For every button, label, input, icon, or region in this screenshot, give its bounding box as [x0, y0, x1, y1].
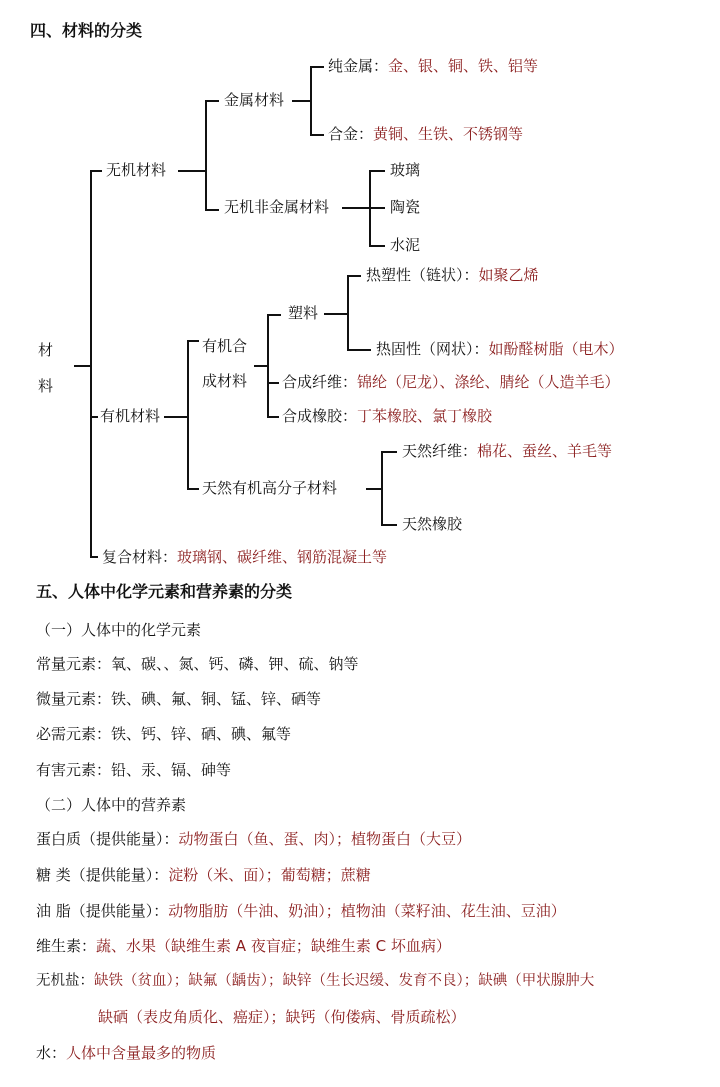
- metal-label: 金属材料: [224, 91, 285, 109]
- composite-name: 复合材料：: [102, 548, 178, 566]
- nutrient-detail: 动物脂肪（牛油、奶油）；植物油（菜籽油、花生油、豆油）: [168, 902, 566, 920]
- synthetic-fiber-name: 合成纤维：: [282, 373, 358, 391]
- subsection-nutrients-title: （二）人体中的营养素: [36, 796, 187, 814]
- natural-fiber-item: [402, 442, 612, 460]
- nutrient-detail: 蔬、水果（缺维生素 A 夜盲症；缺维生素 C 坏血病）: [96, 937, 451, 955]
- nonmetal-item: 陶瓷: [390, 198, 421, 216]
- tree-connector: [381, 451, 383, 526]
- tree-connector: [187, 340, 199, 342]
- natural-polymer-label: 天然有机高分子材料: [202, 479, 338, 497]
- alloy-examples: 黄铜、生铁、不锈钢等: [373, 125, 524, 143]
- tree-connector: [178, 170, 206, 172]
- root-label-line1: 材: [38, 341, 54, 359]
- element-row: [36, 761, 231, 779]
- tree-connector: [310, 66, 324, 68]
- synthetic-fiber-item: [282, 373, 620, 391]
- root-label-line2: 料: [38, 377, 54, 395]
- tree-connector: [369, 245, 385, 247]
- nutrient-name: 无机盐：: [36, 973, 94, 989]
- tree-connector: [90, 416, 98, 418]
- element-category: 有害元素：: [36, 761, 112, 779]
- tree-connector: [267, 314, 269, 418]
- nutrient-name: 糖 类（提供能量）：: [36, 866, 169, 884]
- element-list: 铅、汞、镉、砷等: [111, 761, 232, 779]
- nutrient-name: 维生素：: [36, 937, 97, 955]
- alloy-name: 合金：: [328, 125, 374, 143]
- natural-fiber-examples: 棉花、蚕丝、羊毛等: [477, 442, 613, 460]
- pure-metal-examples: 金、银、铜、铁、铝等: [388, 57, 539, 75]
- natural-fiber-name: 天然纤维：: [402, 442, 478, 460]
- tree-connector: [347, 275, 361, 277]
- element-list: 铁、钙、锌、硒、碘、氟等: [111, 725, 292, 743]
- tree-connector: [267, 314, 281, 316]
- nutrient-detail: 人体中含量最多的物质: [66, 1044, 217, 1062]
- tree-connector: [310, 134, 324, 136]
- nutrient-row: [36, 830, 471, 848]
- nutrient-row: [36, 1044, 216, 1062]
- nutrient-row: [36, 866, 371, 884]
- tree-connector: [90, 170, 92, 558]
- element-list: 氧、碳、、氮、钙、磷、钾、硫、钠等: [111, 655, 359, 673]
- composite-examples: 玻璃钢、碳纤维、钢筋混凝土等: [177, 548, 388, 566]
- nutrient-detail: 缺硒（表皮角质化、癌症）；缺钙（佝偻病、骨质疏松）: [98, 1008, 466, 1026]
- element-row: [36, 655, 359, 673]
- synthetic-label-line1: 有机合: [202, 337, 248, 355]
- tree-connector: [254, 365, 268, 367]
- synthetic-fiber-examples: 锦纶（尼龙）、涤纶、腈纶（人造羊毛）: [357, 373, 620, 391]
- composite-item: [102, 548, 387, 566]
- tree-connector: [267, 416, 279, 418]
- tree-connector: [205, 100, 219, 102]
- element-category: 常量元素：: [36, 655, 112, 673]
- thermoplastic-name: 热塑性（链状）：: [366, 266, 479, 284]
- nutrient-row-continued: [98, 1008, 466, 1026]
- subsection-elements-title: （一）人体中的化学元素: [36, 621, 202, 639]
- natural-rubber-label: 天然橡胶: [402, 515, 463, 533]
- nutrient-name: 蛋白质（提供能量）：: [36, 830, 179, 848]
- section-5-title: 五、人体中化学元素和营养素的分类: [36, 582, 293, 601]
- tree-connector: [324, 313, 348, 315]
- element-category: 必需元素：: [36, 725, 112, 743]
- tree-connector: [205, 100, 207, 211]
- tree-connector: [369, 207, 385, 209]
- tree-connector: [347, 275, 349, 351]
- nutrient-name: 水：: [36, 1044, 67, 1062]
- nutrient-row: [36, 937, 451, 955]
- tree-connector: [369, 170, 385, 172]
- alloy-item: [328, 125, 523, 143]
- section-4-title: 四、材料的分类: [30, 21, 143, 40]
- nonmetal-item: 水泥: [390, 236, 421, 254]
- nutrient-name: 油 脂（提供能量）：: [36, 902, 169, 920]
- nutrient-detail: 淀粉（米、面）；葡萄糖；蔗糖: [168, 866, 371, 884]
- thermoset-name: 热固性（网状）：: [376, 340, 489, 358]
- tree-connector: [205, 209, 219, 211]
- thermoset-item: [376, 340, 624, 358]
- tree-connector: [381, 524, 397, 526]
- pure-metal-item: [328, 57, 538, 75]
- inorganic-label: 无机材料: [106, 161, 167, 179]
- tree-connector: [310, 66, 312, 136]
- pure-metal-name: 纯金属：: [328, 57, 389, 75]
- organic-label: 有机材料: [100, 407, 161, 425]
- tree-connector: [267, 382, 279, 384]
- synthetic-rubber-examples: 丁苯橡胶、氯丁橡胶: [357, 407, 493, 425]
- tree-connector: [90, 170, 102, 172]
- tree-connector: [187, 488, 199, 490]
- thermoset-examples: 如酚醛树脂（电木）: [488, 340, 624, 358]
- synthetic-label-line2: 成材料: [202, 372, 248, 390]
- synthetic-rubber-item: [282, 407, 492, 425]
- element-row: [36, 690, 321, 708]
- thermoplastic-examples: 如聚乙烯: [478, 266, 539, 284]
- plastic-label: 塑料: [288, 304, 319, 322]
- tree-connector: [347, 349, 371, 351]
- nutrient-row: [36, 972, 594, 990]
- nutrient-row: [36, 902, 566, 920]
- tree-connector: [292, 100, 310, 102]
- element-category: 微量元素：: [36, 690, 112, 708]
- nonmetal-label: 无机非金属材料: [224, 198, 330, 216]
- thermoplastic-item: [366, 266, 539, 284]
- tree-connector: [187, 340, 189, 490]
- nonmetal-item: 玻璃: [390, 161, 421, 179]
- synthetic-rubber-name: 合成橡胶：: [282, 407, 358, 425]
- tree-connector: [342, 207, 370, 209]
- element-row: [36, 725, 291, 743]
- tree-connector: [90, 556, 98, 558]
- tree-connector: [366, 488, 382, 490]
- nutrient-detail: 缺铁（贫血）；缺氟（龋齿）；缺锌（生长迟缓、发育不良）；缺碘（甲状腺肿大: [94, 973, 595, 989]
- element-list: 铁、碘、氟、铜、锰、锌、硒等: [111, 690, 322, 708]
- nutrient-detail: 动物蛋白（鱼、蛋、肉）；植物蛋白（大豆）: [178, 830, 472, 848]
- tree-connector: [381, 451, 397, 453]
- tree-connector: [164, 416, 188, 418]
